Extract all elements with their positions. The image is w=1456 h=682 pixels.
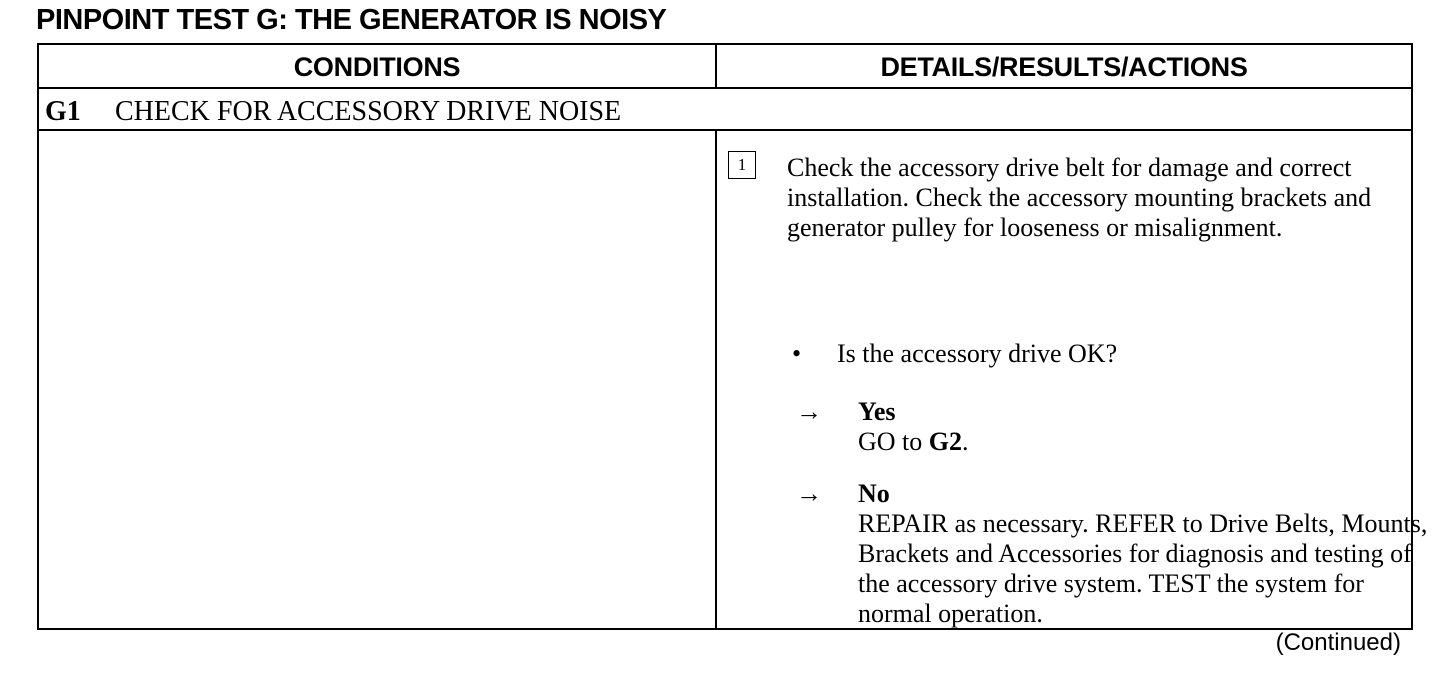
header-column-divider [715,45,717,89]
step-heading-text: CHECK FOR ACCESSORY DRIVE NOISE [115,96,622,127]
yes-label: Yes [858,397,896,426]
substep-number-box: 1 [728,151,756,179]
yes-action [858,427,1433,457]
page-title: PINPOINT TEST G: THE GENERATOR IS NOISY [36,4,667,36]
bullet-icon: • [792,339,802,368]
details-cell [720,131,1428,628]
arrow-right-icon: → [796,479,822,508]
header-divider [39,87,1411,89]
body-column-divider [715,129,717,628]
no-label: No [858,479,890,508]
question-text: Is the accessory drive OK? [837,339,1118,368]
yes-action-suffix: . [962,427,969,456]
arrow-right-icon: → [796,397,822,426]
details-header: DETAILS/RESULTS/ACTIONS [880,51,1248,82]
step-id: G1 [45,96,81,127]
continued-note: (Continued) [1275,629,1401,656]
pinpoint-test-table [37,43,1428,630]
step-heading-row [45,94,621,130]
instruction-text: Check the accessory drive belt for damage and correct installation. Check the accessory mounting brackets and generator pulley for looseness or misalignment. [787,153,1372,242]
conditions-header: CONDITIONS [293,51,461,82]
yes-action-target: G2 [928,427,963,456]
question-line [792,339,1117,369]
yes-action-prefix: GO to [858,427,929,456]
no-action: REPAIR as necessary. REFER to Drive Belts, Mounts, Brackets and Accessories for diagnosis and testing of the accessory drive system. TEST the system for normal operation. [858,509,1428,628]
